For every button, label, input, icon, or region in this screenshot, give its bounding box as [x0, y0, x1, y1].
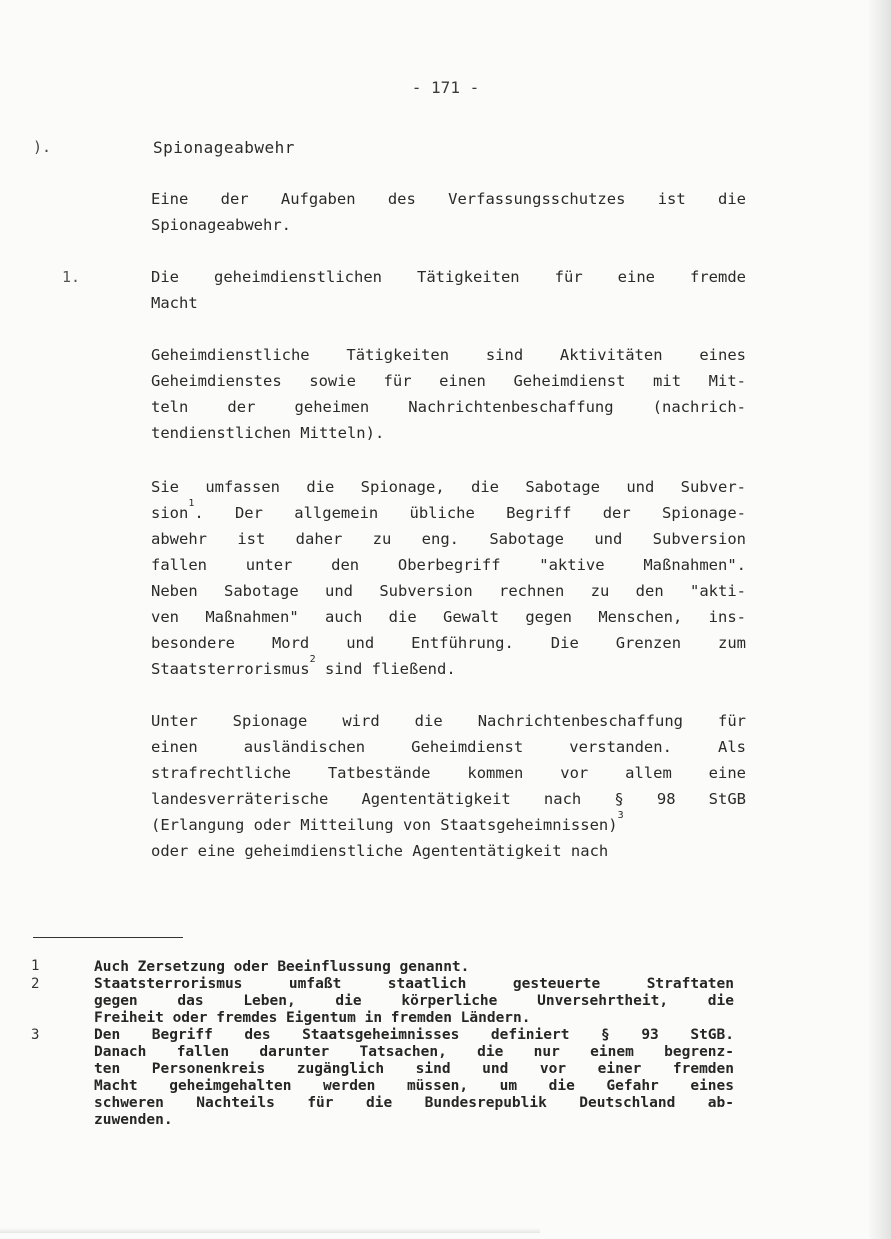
page-edge-shadow	[867, 0, 891, 1239]
footnote-number: 1	[31, 958, 40, 974]
intro-line: Spionageabwehr.	[151, 216, 291, 234]
footnote-divider	[33, 937, 183, 938]
paragraph2-line	[151, 654, 746, 678]
subsection-marker: 1.	[62, 268, 81, 286]
footnote-line: Staatsterrorismus umfaßt staatlich gesteuerte Straftaten	[94, 976, 734, 992]
footnote-line: Danach fallen darunter Tatsachen, die nur einem begrenz-	[94, 1044, 734, 1060]
paragraph2-line: Sie umfassen die Spionage, die Sabotage und Subver-	[151, 478, 746, 496]
subsection-title-line: Die geheimdienstlichen Tätigkeiten für eine fremde	[151, 268, 746, 286]
paragraph2-line: abwehr ist daher zu eng. Sabotage und Subversion	[151, 530, 746, 548]
footnote-line: gegen das Leben, die körperliche Unversehrtheit, die	[94, 993, 734, 1009]
footnote-line: Macht geheimgehalten werden müssen, um die Gefahr eines	[94, 1078, 734, 1094]
footnote-ref-1: 1	[188, 498, 195, 509]
footnote-ref-3: 3	[617, 810, 624, 821]
page-number: - 171 -	[411, 78, 480, 97]
footnote-line: Den Begriff des Staatsgeheimnisses definiert § 93 StGB.	[94, 1027, 734, 1043]
paragraph1-line: Geheimdienstliche Tätigkeiten sind Aktivitäten eines	[151, 346, 746, 364]
paragraph3-line: oder eine geheimdienstliche Agententätigkeit nach	[151, 842, 609, 860]
paragraph1-line: Geheimdienstes sowie für einen Geheimdienst mit Mit-	[151, 372, 746, 390]
footnote-line: schweren Nachteils für die Bundesrepublik Deutschland ab-	[94, 1095, 734, 1111]
paragraph2-line: fallen unter den Oberbegriff "aktive Maßnahmen".	[151, 556, 746, 574]
footnote-number: 2	[31, 976, 40, 992]
paragraph3-line: Unter Spionage wird die Nachrichtenbeschaffung für	[151, 712, 746, 730]
footnote-line: Auch Zersetzung oder Beeinflussung genannt.	[94, 959, 470, 975]
paragraph1-line: teln der geheimen Nachrichtenbeschaffung (nachrich-	[151, 398, 746, 416]
text-segment: sion	[151, 504, 189, 522]
text-segment: . Der allgemein übliche Begriff der Spionage-	[194, 504, 746, 522]
paragraph2-line: besondere Mord und Entführung. Die Grenzen zum	[151, 634, 746, 652]
paragraph2-line: Neben Sabotage und Subversion rechnen zu den "akti-	[151, 582, 746, 600]
paragraph3-line: strafrechtliche Tatbestände kommen vor allem eine	[151, 764, 746, 782]
paragraph2-line	[151, 498, 746, 522]
text-segment: (Erlangung oder Mitteilung von Staatsgeheimnissen)	[151, 816, 618, 834]
page-bottom-shadow	[0, 1228, 540, 1233]
footnote-line: zuwenden.	[94, 1112, 173, 1128]
footnote-line: Freiheit oder fremdes Eigentum in fremden Ländern.	[94, 1010, 531, 1026]
paragraph3-line: einen ausländischen Geheimdienst verstanden. Als	[151, 738, 746, 756]
paragraph2-line: ven Maßnahmen" auch die Gewalt gegen Menschen, ins-	[151, 608, 746, 626]
text-segment: Staatsterrorismus	[151, 660, 310, 678]
section-marker: ).	[33, 138, 52, 156]
subsection-title-line: Macht	[151, 294, 198, 312]
paragraph3-line	[151, 810, 746, 834]
footnote-number: 3	[31, 1027, 40, 1043]
footnote-ref-2: 2	[309, 654, 316, 665]
paragraph1-line: tendienstlichen Mitteln).	[151, 424, 385, 442]
footnote-line: ten Personenkreis zugänglich sind und vor einer fremden	[94, 1061, 734, 1077]
intro-line: Eine der Aufgaben des Verfassungsschutzes ist die	[151, 190, 746, 208]
paragraph3-line: landesverräterische Agententätigkeit nach § 98 StGB	[151, 790, 746, 808]
text-segment: sind fließend.	[315, 660, 456, 678]
section-title: Spionageabwehr	[153, 138, 295, 157]
